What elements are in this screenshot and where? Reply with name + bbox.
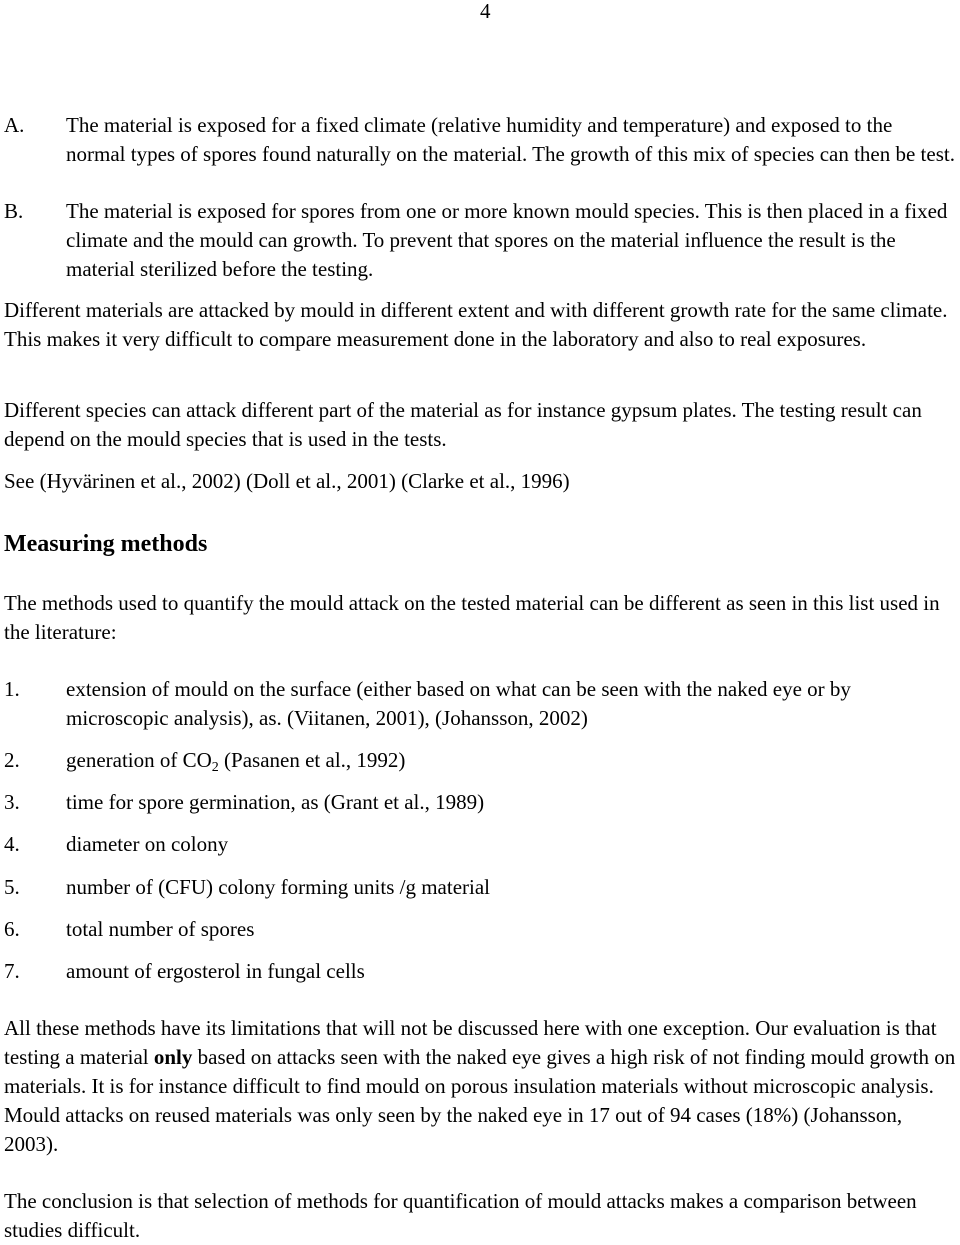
list-text: The material is exposed for a fixed climate (relative humidity and temperature) and exposed to the normal types of spores found naturally on the material. The growth of this mix of species can then be test. bbox=[66, 113, 955, 166]
list-label: B. bbox=[4, 199, 24, 223]
paragraph-different-species: Different species can attack different part of the material as for instance gypsum plates. The testing result can depend on the mould species that is used in the tests. bbox=[4, 398, 922, 451]
method-item-4 bbox=[4, 830, 956, 859]
method-item-3 bbox=[4, 788, 956, 817]
list-text bbox=[66, 746, 956, 775]
list-text: total number of spores bbox=[66, 917, 255, 941]
list-text: number of (CFU) colony forming units /g material bbox=[66, 875, 491, 899]
paragraph-limitations bbox=[4, 1014, 956, 1159]
limitations-text-start: All these methods have its limitations that will not be discussed here with one exception. Our evaluation is that testing a material bbox=[4, 1016, 937, 1069]
method-item-5 bbox=[4, 873, 956, 902]
list-text: time for spore germination, as (Grant et al., 1989) bbox=[66, 790, 485, 814]
list-label: 1. bbox=[4, 677, 20, 701]
list-text: amount of ergosterol in fungal cells bbox=[66, 959, 365, 983]
list-label: 3. bbox=[4, 790, 20, 814]
paragraph-methods-intro: The methods used to quantify the mould attack on the tested material can be different as seen in this list used in the literature: bbox=[4, 591, 940, 644]
co2-subscript: 2 bbox=[211, 760, 219, 775]
list-label: 6. bbox=[4, 917, 20, 941]
list-label: 7. bbox=[4, 959, 20, 983]
list-label: A. bbox=[4, 113, 25, 137]
list-label: 5. bbox=[4, 875, 20, 899]
co2-citation: (Pasanen et al., 1992) bbox=[218, 748, 406, 772]
list-item-a bbox=[4, 111, 956, 169]
co2-text: generation of CO bbox=[66, 748, 212, 772]
method-item-6 bbox=[4, 915, 956, 944]
list-label: 4. bbox=[4, 832, 20, 856]
method-item-2 bbox=[4, 746, 956, 775]
list-text: The material is exposed for spores from one or more known mould species. This is then placed in a fixed climate and the mould can growth. To prevent that spores on the material influence the result is the material sterilized before the testing. bbox=[66, 199, 948, 281]
limitations-text-end: based on attacks seen with the naked eye gives a high risk of not finding mould growth on materials. It is for instance difficult to find mould on porous insulation materials without microscopic analysis. Mould attacks on reused materials was only seen by the naked eye in 17 out of 94 cases (18%) (Johansson, 2003). bbox=[4, 1045, 956, 1156]
paragraph-different-materials: Different materials are attacked by mould in different extent and with different growth rate for the same climate. This makes it very difficult to compare measurement done in the laboratory and also to real exposures. bbox=[4, 298, 948, 351]
list-label: 2. bbox=[4, 748, 20, 772]
list-text: extension of mould on the surface (either based on what can be seen with the naked eye or by microscopic analysis), as. (Viitanen, 2001), (Johansson, 2002) bbox=[66, 677, 851, 730]
list-text: diameter on colony bbox=[66, 832, 229, 856]
paragraph-conclusion: The conclusion is that selection of methods for quantification of mould attacks makes a comparison between studies difficult. bbox=[4, 1189, 917, 1242]
page-number: 4 bbox=[480, 0, 491, 23]
method-item-7 bbox=[4, 957, 956, 986]
list-item-b bbox=[4, 197, 956, 284]
section-heading: Measuring methods bbox=[4, 531, 208, 557]
limitations-emphasis: only bbox=[153, 1045, 193, 1069]
method-item-1 bbox=[4, 675, 956, 733]
paragraph-references: See (Hyvärinen et al., 2002) (Doll et al., 2001) (Clarke et al., 1996) bbox=[4, 469, 570, 493]
